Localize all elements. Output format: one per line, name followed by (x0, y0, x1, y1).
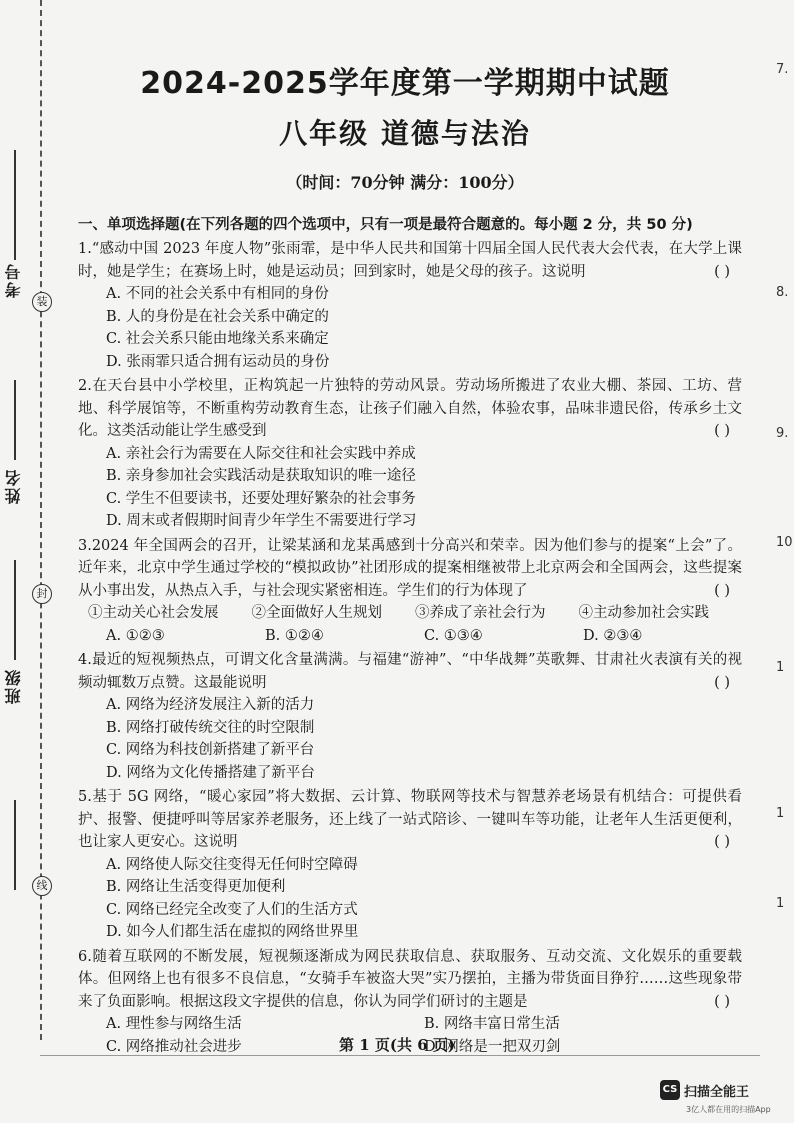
class-label: 班级 (4, 668, 23, 704)
edge-fragment: 8. (776, 285, 789, 300)
answer-blank: ( ) (714, 582, 730, 599)
exam-number-label: 考号 (4, 262, 23, 298)
option: A. ①②③ (106, 627, 165, 644)
option: A. 网络使人际交往变得无任何时空障碍 (106, 856, 358, 873)
seal-xian: 线 (32, 876, 52, 896)
option: A. 网络为经济发展注入新的活力 (106, 697, 315, 713)
option: A. 不同的社会关系中有相同的身份 (106, 286, 329, 302)
option: B. 网络丰富日常生活 (424, 1016, 560, 1032)
question-stem (78, 238, 742, 283)
name-line (14, 380, 16, 460)
seal-zhuang: 装 (32, 292, 52, 312)
camscanner-logo-icon: CS (660, 1080, 680, 1100)
option: B. 网络让生活变得更加便利 (106, 879, 286, 895)
name-label: 姓名 (4, 468, 23, 504)
section-heading: 一、单项选择题(在下列各题的四个选项中，只有一项是最符合题意的。每小题 2 分，共 50 分) (78, 217, 693, 233)
exam-number-line (14, 150, 16, 260)
option: B. 网络打破传统交往的时空限制 (106, 719, 315, 736)
stem-text: 2.在天台县中小学校里，正构筑起一片独特的劳动风景。劳动场所搬进了农业大棚、茶园、工坊、营地、科学展馆等，不断重构劳动教育生态，让孩子们融入自然，体验农事，品味非遗民俗，传承乡土文化。这类活动能让学生感受到 (78, 378, 742, 439)
scanner-app-name: 扫描全能王 (684, 1084, 750, 1100)
edge-fragment: 1 (776, 896, 785, 911)
option: D. 如今人们都生活在虚拟的网络世界里 (106, 924, 359, 940)
statement-row (78, 602, 742, 625)
edge-fragment: 1 (776, 660, 785, 675)
option: D. ②③④ (583, 627, 643, 644)
margin-line (14, 800, 16, 890)
edge-fragment: 9. (776, 426, 789, 441)
edge-fragment: 10 (776, 535, 793, 550)
option: C. 学生不但要读书，还要处理好繁杂的社会事务 (106, 490, 416, 507)
scanner-watermark (660, 1080, 749, 1100)
option: B. 人的身份是在社会关系中确定的 (106, 308, 329, 325)
option: D. 张雨霏只适合拥有运动员的身份 (106, 353, 330, 370)
question-stem (78, 946, 742, 1014)
option: C. ①③④ (424, 627, 483, 644)
answer-blank: ( ) (714, 993, 730, 1010)
question-stem (78, 375, 742, 443)
page-number: 第 1 页(共 6 页) (339, 1036, 455, 1054)
option: C. 网络已经完全改变了人们的生活方式 (106, 901, 358, 918)
class-line (14, 560, 16, 660)
edge-fragment: 7. (776, 62, 789, 77)
option: A. 亲社会行为需要在人际交往和社会实践中养成 (106, 445, 416, 462)
answer-blank: ( ) (714, 423, 730, 439)
stem-text: 3.2024 年全国两会的召开，让梁某涵和龙某禹感到十分高兴和荣幸。因为他们参与的提案“上会”了。近年来，北京中学生通过学校的“模拟政协”社团形成的提案相继被带上北京两会和全国两会，这些提案从小事出发，从热点入手，与社会现实紧密相连。学生们的行为体现了 (78, 537, 742, 599)
stem-text: 5.基于 5G 网络，“暖心家园”将大数据、云计算、物联网等技术与智慧养老场景有机结合：可提供看护、报警、便捷呼叫等居家养老服务，还上线了一站式陪诊、一键叫车等功能，让老年人生活更便利，也让家人更安心。这说明 (78, 789, 742, 850)
question-4 (78, 649, 742, 784)
statement: ②全面做好人生规划 (251, 605, 382, 621)
footer-divider (40, 1055, 760, 1056)
stem-text: 1.“感动中国 2023 年度人物”张雨霏，是中华人民共和国第十四届全国人民代表大会代表，在大学上课时，她是学生；在赛场上时，她是运动员；回到家时，她是父母的孩子。这说明 (78, 241, 742, 280)
statement: ③养成了亲社会行为 (415, 605, 546, 621)
exam-title: 2024-2025学年度第一学期期中试题 (140, 66, 670, 101)
exam-content (78, 214, 742, 1060)
option: C. 网络为科技创新搭建了新平台 (106, 742, 315, 758)
scanner-tagline: 3亿人都在用的扫描App (686, 1105, 771, 1114)
question-stem (78, 786, 742, 854)
option: D. 网络是一把双刃剑 (424, 1038, 561, 1055)
question-1 (78, 238, 742, 373)
option: B. ①②④ (265, 627, 324, 644)
question-5 (78, 786, 742, 944)
answer-blank: ( ) (714, 834, 730, 850)
option: A. 理性参与网络生活 (106, 1016, 242, 1032)
question-stem (78, 535, 742, 603)
option: C. 社会关系只能由地缘关系来确定 (106, 331, 329, 347)
stem-text: 4.最近的短视频热点，可谓文化含量满满。与福建“游神”、“中华战舞”英歌舞、甘肃社火表演有关的视频动辄数万点赞。这最能说明 (78, 652, 742, 691)
answer-blank: ( ) (714, 263, 730, 280)
seal-feng: 封 (32, 584, 52, 604)
option: D. 周末或者假期时间青少年学生不需要进行学习 (106, 513, 417, 529)
exam-meta: （时间：70分钟 满分：100分） (286, 173, 524, 192)
stem-text: 6.随着互联网的不断发展，短视频逐渐成为网民获取信息、获取服务、互动交流、文化娱乐的重要载体。但网络上也有很多不良信息，“女骑手车被盗大哭”实乃摆拍，主播为带货面目狰狞……这些现象带来了负面影响。根据这段文字提供的信息，你认为同学们研讨的主题是 (78, 948, 742, 1010)
choice-row (78, 625, 742, 648)
exam-subtitle: 八年级 道德与法治 (279, 117, 531, 150)
option: B. 亲身参加社会实践活动是获取知识的唯一途径 (106, 468, 416, 484)
option: D. 网络为文化传播搭建了新平台 (106, 764, 315, 781)
question-3 (78, 535, 742, 648)
option-row (78, 1013, 742, 1036)
answer-blank: ( ) (714, 674, 730, 691)
statement: ①主动关心社会发展 (88, 605, 219, 621)
question-stem (78, 649, 742, 694)
option: C. 网络推动社会进步 (106, 1038, 242, 1055)
edge-fragment: 1 (776, 806, 785, 821)
statement: ④主动参加社会实践 (578, 605, 709, 621)
question-2 (78, 375, 742, 533)
